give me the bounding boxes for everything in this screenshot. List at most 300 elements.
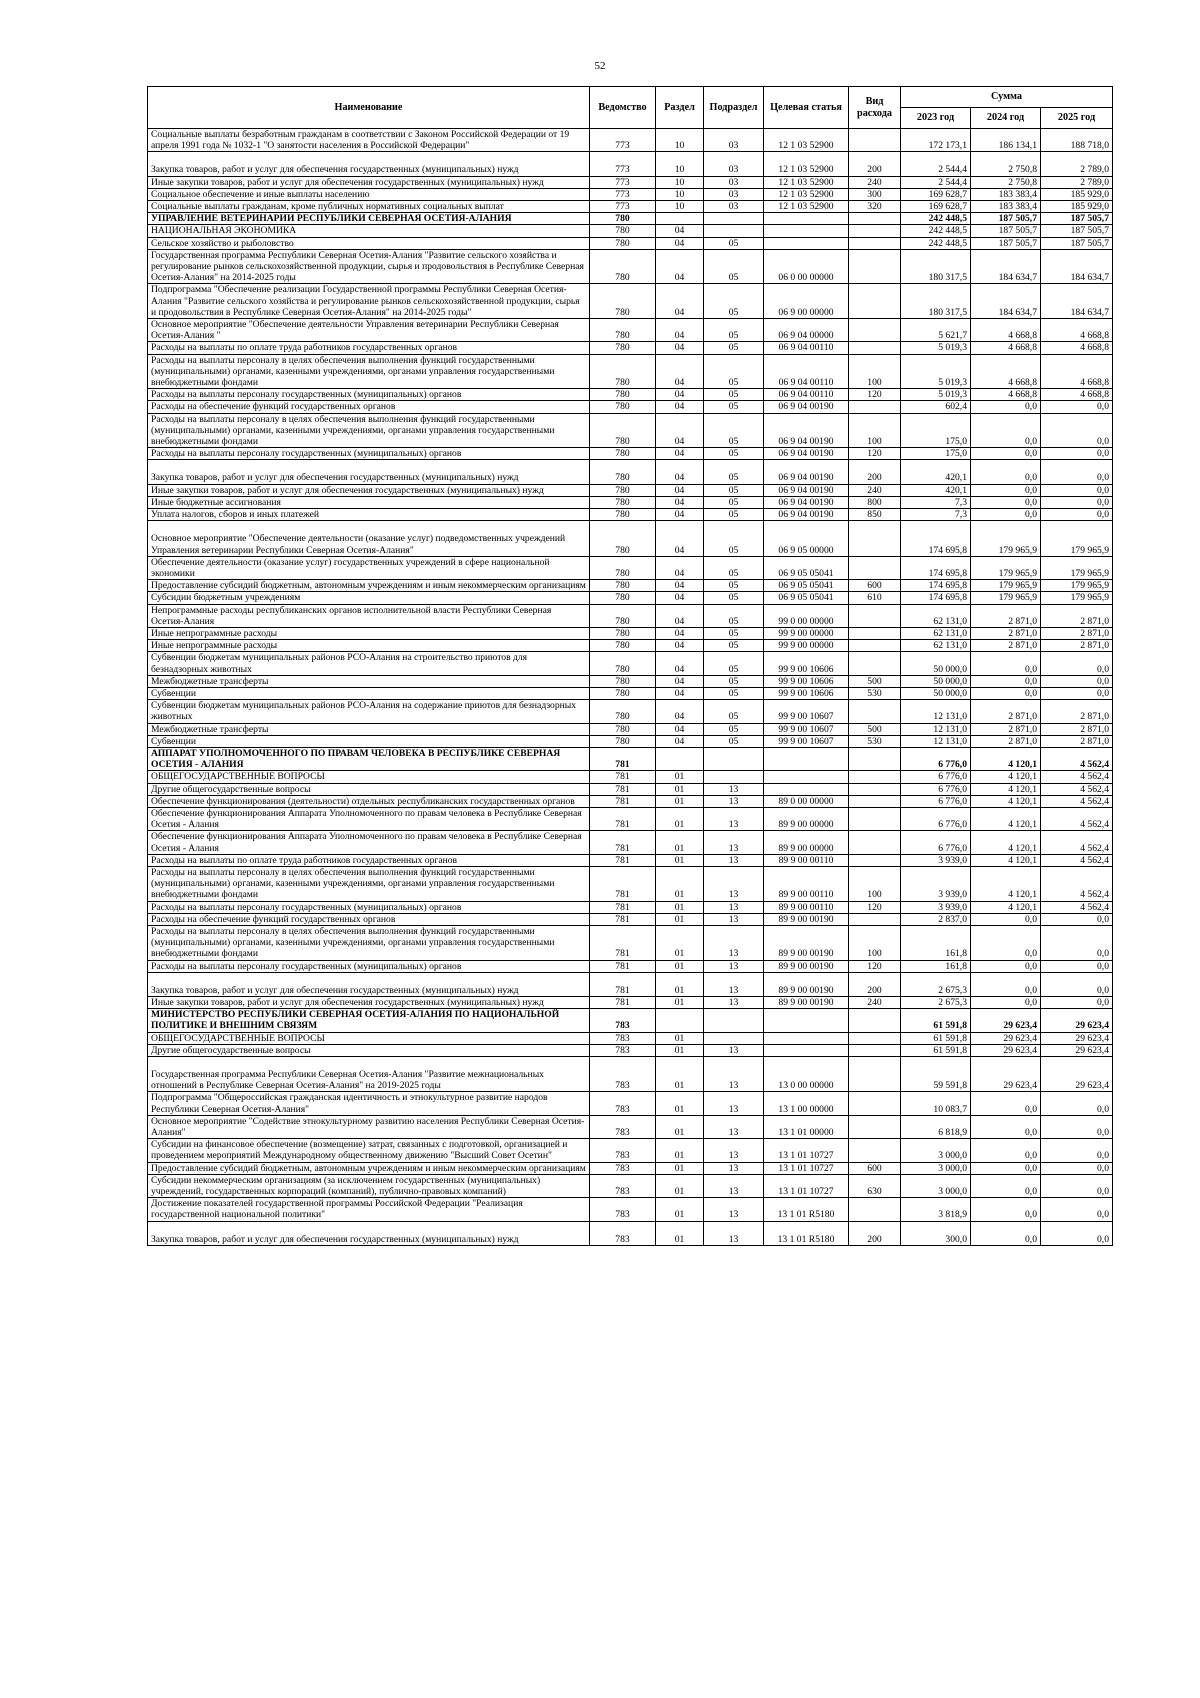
cell-podrazdel: 05 [704,556,764,579]
cell-2025: 0,0 [1041,413,1113,448]
cell-2023: 3 939,0 [901,866,971,901]
cell-vid: 120 [849,448,901,460]
cell-name: Основное мероприятие "Обеспечение деятельности Управления ветеринарии Республики Северная Осетия-Алания " [148,319,590,342]
cell-vedomstvo: 780 [590,640,656,652]
cell-2023: 2 544,4 [901,176,971,188]
cell-2025: 184 634,7 [1041,249,1113,284]
cell-2025: 179 965,9 [1041,556,1113,579]
cell-razdel: 01 [656,1115,704,1138]
table-row [148,972,1113,996]
cell-vedomstvo: 783 [590,1057,656,1092]
cell-2023: 3 000,0 [901,1162,971,1174]
cell-razdel: 10 [656,176,704,188]
cell-name: Социальные выплаты гражданам, кроме публичных нормативных социальных выплат [148,201,590,213]
cell-2023: 174 695,8 [901,592,971,604]
cell-celevaya: 12 1 03 52900 [764,201,849,213]
cell-razdel: 04 [656,627,704,639]
cell-razdel: 01 [656,901,704,913]
cell-2023: 3 000,0 [901,1139,971,1162]
cell-razdel: 01 [656,960,704,972]
cell-2024: 0,0 [971,960,1041,972]
table-row [148,188,1113,200]
cell-vid [849,1198,901,1221]
cell-name: Расходы на выплаты персоналу государственных (муниципальных) органов [148,960,590,972]
cell-razdel: 04 [656,496,704,508]
cell-vid [849,771,901,783]
cell-vedomstvo: 781 [590,913,656,925]
table-row [148,1044,1113,1056]
cell-vid [849,627,901,639]
cell-razdel: 04 [656,556,704,579]
cell-celevaya: 89 9 00 00000 [764,831,849,854]
cell-celevaya: 06 9 05 05041 [764,556,849,579]
cell-2024: 2 871,0 [971,700,1041,723]
cell-name: Предоставление субсидий бюджетным, автономным учреждениям и иным некоммерческим организациям [148,580,590,592]
cell-vid [849,521,901,556]
cell-2024: 0,0 [971,1139,1041,1162]
cell-vedomstvo: 781 [590,783,656,795]
cell-vedomstvo: 780 [590,687,656,699]
cell-2024: 29 623,4 [971,1057,1041,1092]
table-row [148,389,1113,401]
cell-2023: 50 000,0 [901,675,971,687]
cell-vedomstvo: 773 [590,188,656,200]
cell-vedomstvo: 781 [590,866,656,901]
table-row [148,509,1113,521]
cell-vedomstvo: 781 [590,854,656,866]
cell-vid: 100 [849,354,901,389]
cell-name: УПРАВЛЕНИЕ ВЕТЕРИНАРИИ РЕСПУБЛИКИ СЕВЕРНАЯ ОСЕТИЯ-АЛАНИЯ [148,213,590,225]
cell-name: Иные непрограммные расходы [148,640,590,652]
cell-razdel: 01 [656,831,704,854]
table-row [148,580,1113,592]
cell-vid: 800 [849,496,901,508]
cell-vid [849,1092,901,1115]
cell-2024: 4 668,8 [971,319,1041,342]
cell-2024: 4 120,1 [971,795,1041,807]
cell-name: Основное мероприятие "Обеспечение деятельности (оказание услуг) подведомственных учреждений Управления ветеринарии Республики Северная Осетия-Алания" [148,521,590,556]
cell-2023: 180 317,5 [901,284,971,319]
cell-name: НАЦИОНАЛЬНАЯ ЭКОНОМИКА [148,225,590,237]
cell-podrazdel [704,1032,764,1044]
cell-razdel: 01 [656,783,704,795]
cell-name: Иные бюджетные ассигнования [148,496,590,508]
cell-vedomstvo: 783 [590,1092,656,1115]
cell-razdel: 01 [656,913,704,925]
cell-2023: 174 695,8 [901,556,971,579]
cell-2023: 12 131,0 [901,700,971,723]
cell-2023: 5 621,7 [901,319,971,342]
cell-vedomstvo: 780 [590,675,656,687]
cell-2023: 7,3 [901,496,971,508]
cell-razdel: 10 [656,201,704,213]
cell-2023: 61 591,8 [901,1032,971,1044]
cell-celevaya [764,747,849,770]
cell-2024: 2 871,0 [971,735,1041,747]
cell-2024: 0,0 [971,1162,1041,1174]
cell-2025: 2 871,0 [1041,604,1113,627]
cell-vedomstvo: 781 [590,926,656,961]
cell-vedomstvo: 780 [590,342,656,354]
cell-2024: 179 965,9 [971,556,1041,579]
cell-name: Иные закупки товаров, работ и услуг для обеспечения государственных (муниципальных) нужд [148,997,590,1009]
cell-vedomstvo: 780 [590,319,656,342]
cell-name: Сельское хозяйство и рыболовство [148,237,590,249]
table-row [148,926,1113,961]
cell-podrazdel [704,213,764,225]
cell-celevaya: 99 9 00 10607 [764,735,849,747]
cell-2023: 602,4 [901,401,971,413]
cell-podrazdel [704,771,764,783]
cell-celevaya [764,213,849,225]
cell-podrazdel: 13 [704,1057,764,1092]
cell-vid [849,284,901,319]
cell-vedomstvo: 780 [590,592,656,604]
cell-vedomstvo: 780 [590,604,656,627]
header-2023: 2023 год [901,108,971,129]
table-row [148,795,1113,807]
cell-2024: 4 120,1 [971,901,1041,913]
cell-2025: 0,0 [1041,926,1113,961]
cell-podrazdel: 05 [704,401,764,413]
cell-2024: 187 505,7 [971,237,1041,249]
cell-celevaya: 12 1 03 52900 [764,152,849,176]
table-body [148,129,1113,1246]
cell-vid [849,225,901,237]
cell-vid: 240 [849,997,901,1009]
table-header [148,87,1113,129]
cell-celevaya: 06 9 04 00000 [764,319,849,342]
cell-vedomstvo: 780 [590,354,656,389]
cell-podrazdel: 05 [704,652,764,675]
cell-2023: 3 000,0 [901,1174,971,1197]
cell-2024: 29 623,4 [971,1044,1041,1056]
header-podrazdel: Подраздел [704,87,764,129]
cell-name: Иные закупки товаров, работ и услуг для обеспечения государственных (муниципальных) нужд [148,484,590,496]
cell-2025: 29 623,4 [1041,1044,1113,1056]
cell-razdel: 04 [656,700,704,723]
cell-2025: 0,0 [1041,913,1113,925]
cell-vid: 600 [849,1162,901,1174]
cell-razdel: 01 [656,854,704,866]
cell-2023: 420,1 [901,460,971,484]
table-row [148,807,1113,830]
table-row [148,448,1113,460]
cell-razdel: 04 [656,460,704,484]
table-row [148,747,1113,770]
cell-name: Расходы на выплаты по оплате труда работников государственных органов [148,342,590,354]
cell-vedomstvo: 780 [590,556,656,579]
cell-name: Иные закупки товаров, работ и услуг для обеспечения государственных (муниципальных) нужд [148,176,590,188]
cell-vid [849,831,901,854]
cell-name: Непрограммные расходы республиканских органов исполнительной власти Республики Северная Осетия-Алания [148,604,590,627]
cell-podrazdel: 13 [704,1174,764,1197]
cell-2024: 29 623,4 [971,1032,1041,1044]
cell-celevaya: 06 9 04 00190 [764,460,849,484]
cell-vid: 200 [849,1221,901,1245]
cell-celevaya: 13 1 01 00000 [764,1115,849,1138]
cell-celevaya: 99 9 00 10607 [764,700,849,723]
cell-celevaya: 06 9 05 00000 [764,521,849,556]
cell-podrazdel: 05 [704,604,764,627]
cell-2024: 179 965,9 [971,580,1041,592]
cell-vedomstvo: 783 [590,1009,656,1032]
cell-razdel: 10 [656,129,704,152]
cell-name: АППАРАТ УПОЛНОМОЧЕННОГО ПО ПРАВАМ ЧЕЛОВЕКА В РЕСПУБЛИКЕ СЕВЕРНАЯ ОСЕТИЯ - АЛАНИЯ [148,747,590,770]
cell-vid: 610 [849,592,901,604]
table-row [148,413,1113,448]
table-row [148,1174,1113,1197]
cell-celevaya: 06 9 04 00190 [764,509,849,521]
cell-vedomstvo: 783 [590,1044,656,1056]
cell-podrazdel: 05 [704,237,764,249]
cell-podrazdel: 05 [704,640,764,652]
cell-2025: 2 789,0 [1041,152,1113,176]
cell-2024: 2 871,0 [971,723,1041,735]
cell-2024: 0,0 [971,913,1041,925]
cell-2025: 0,0 [1041,997,1113,1009]
table-row [148,627,1113,639]
cell-2025: 185 929,0 [1041,201,1113,213]
cell-2023: 242 448,5 [901,213,971,225]
header-name: Наименование [148,87,590,129]
cell-2025: 2 871,0 [1041,627,1113,639]
cell-vid: 530 [849,735,901,747]
cell-razdel: 04 [656,225,704,237]
cell-2025: 0,0 [1041,484,1113,496]
cell-2025: 29 623,4 [1041,1032,1113,1044]
cell-razdel: 04 [656,592,704,604]
cell-celevaya [764,783,849,795]
cell-razdel: 01 [656,1044,704,1056]
cell-name: Расходы на выплаты персоналу государственных (муниципальных) органов [148,389,590,401]
cell-2024: 4 120,1 [971,831,1041,854]
cell-name: Межбюджетные трансферты [148,723,590,735]
cell-2023: 161,8 [901,960,971,972]
cell-celevaya [764,1044,849,1056]
cell-name: Расходы на выплаты персоналу в целях обеспечения выполнения функций государственными (муниципальными) органами, казенными учреждениями, органами управления государственными внебюджетными фондами [148,866,590,901]
cell-podrazdel: 13 [704,960,764,972]
cell-2023: 6 776,0 [901,807,971,830]
header-razdel: Раздел [656,87,704,129]
cell-name: Субсидии на финансовое обеспечение (возмещение) затрат, связанных с подготовкой, организацией и проведением мероприятий Международному общественному движению "Высший Совет Осетин" [148,1139,590,1162]
cell-vedomstvo: 781 [590,997,656,1009]
header-vid: Вид расхода [849,87,901,129]
cell-podrazdel: 13 [704,1162,764,1174]
cell-celevaya: 13 1 01 10727 [764,1174,849,1197]
cell-name: Закупка товаров, работ и услуг для обеспечения государственных (муниципальных) нужд [148,460,590,484]
cell-name: ОБЩЕГОСУДАРСТВЕННЫЕ ВОПРОСЫ [148,771,590,783]
cell-2025: 0,0 [1041,1092,1113,1115]
cell-celevaya: 13 1 00 00000 [764,1092,849,1115]
cell-2024: 0,0 [971,1092,1041,1115]
cell-name: Обеспечение функционирования (деятельности) отдельных республиканских государственных органов [148,795,590,807]
cell-vid [849,807,901,830]
cell-podrazdel: 13 [704,831,764,854]
cell-podrazdel: 13 [704,866,764,901]
cell-2024: 2 871,0 [971,604,1041,627]
cell-vedomstvo: 780 [590,521,656,556]
table-row [148,152,1113,176]
cell-2025: 4 562,4 [1041,795,1113,807]
cell-2023: 6 776,0 [901,771,971,783]
cell-vid [849,556,901,579]
cell-name: Расходы на выплаты персоналу в целях обеспечения выполнения функций государственными (муниципальными) органами, казенными учреждениями, органами управления государственными внебюджетными фондами [148,926,590,961]
cell-2023: 174 695,8 [901,521,971,556]
table-row [148,354,1113,389]
cell-2023: 62 131,0 [901,604,971,627]
cell-2024: 0,0 [971,1174,1041,1197]
cell-2023: 12 131,0 [901,723,971,735]
cell-vid: 100 [849,926,901,961]
cell-podrazdel: 13 [704,1115,764,1138]
cell-name: Подпрограмма "Обеспечение реализации Государственной программы Республики Северная Осетия-Алания "Развитие сельского хозяйства и регулирование рынков сельскохозяйственной продукции, сырья и продовольствия в Республике Северная Осетия-Алания" на 2014-2025 годы" [148,284,590,319]
cell-name: Закупка товаров, работ и услуг для обеспечения государственных (муниципальных) нужд [148,972,590,996]
cell-vedomstvo: 781 [590,747,656,770]
cell-2024: 0,0 [971,687,1041,699]
cell-2024: 0,0 [971,401,1041,413]
cell-podrazdel: 05 [704,413,764,448]
cell-2023: 5 019,3 [901,354,971,389]
cell-2025: 0,0 [1041,1162,1113,1174]
cell-podrazdel: 13 [704,807,764,830]
cell-2025: 4 562,4 [1041,854,1113,866]
cell-podrazdel: 13 [704,1139,764,1162]
cell-2023: 180 317,5 [901,249,971,284]
cell-razdel: 04 [656,237,704,249]
cell-razdel: 04 [656,249,704,284]
cell-celevaya: 99 9 00 10606 [764,687,849,699]
cell-2024: 186 134,1 [971,129,1041,152]
cell-celevaya: 06 0 00 00000 [764,249,849,284]
cell-vedomstvo: 780 [590,580,656,592]
cell-2025: 4 562,4 [1041,783,1113,795]
cell-2025: 29 623,4 [1041,1057,1113,1092]
cell-name: Субвенции бюджетам муниципальных районов РСО-Алания на содержание приютов для безнадзорных животных [148,700,590,723]
table-row [148,401,1113,413]
cell-celevaya [764,237,849,249]
cell-podrazdel: 13 [704,1198,764,1221]
cell-podrazdel: 13 [704,783,764,795]
cell-2024: 0,0 [971,997,1041,1009]
cell-name: Иные непрограммные расходы [148,627,590,639]
cell-name: ОБЩЕГОСУДАРСТВЕННЫЕ ВОПРОСЫ [148,1032,590,1044]
cell-2023: 175,0 [901,413,971,448]
cell-name: Достижение показателей государственной программы Российской Федерации "Реализация государственной национальной политики" [148,1198,590,1221]
cell-celevaya: 06 9 04 00190 [764,484,849,496]
cell-podrazdel: 13 [704,795,764,807]
cell-podrazdel: 13 [704,926,764,961]
cell-razdel: 04 [656,652,704,675]
cell-2024: 0,0 [971,484,1041,496]
cell-vedomstvo: 781 [590,972,656,996]
cell-2023: 2 675,3 [901,972,971,996]
table-row [148,831,1113,854]
cell-2024: 187 505,7 [971,213,1041,225]
cell-podrazdel [704,747,764,770]
cell-2023: 5 019,3 [901,389,971,401]
cell-2024: 4 120,1 [971,854,1041,866]
cell-vid [849,747,901,770]
table-row [148,1115,1113,1138]
cell-podrazdel: 05 [704,484,764,496]
cell-celevaya: 06 9 05 05041 [764,580,849,592]
cell-celevaya: 99 9 00 00000 [764,627,849,639]
cell-2024: 0,0 [971,509,1041,521]
cell-vedomstvo: 780 [590,627,656,639]
cell-2023: 242 448,5 [901,237,971,249]
cell-2025: 4 562,4 [1041,771,1113,783]
cell-2025: 187 505,7 [1041,213,1113,225]
cell-2024: 0,0 [971,675,1041,687]
cell-vid [849,319,901,342]
cell-razdel: 01 [656,1221,704,1245]
cell-vid [849,129,901,152]
cell-vid: 100 [849,866,901,901]
cell-celevaya [764,1032,849,1044]
cell-celevaya: 06 9 04 00110 [764,354,849,389]
cell-vedomstvo: 780 [590,509,656,521]
cell-2023: 174 695,8 [901,580,971,592]
cell-2025: 185 929,0 [1041,188,1113,200]
header-vedomstvo: Ведомство [590,87,656,129]
cell-name: Расходы на обеспечение функций государственных органов [148,401,590,413]
cell-2025: 0,0 [1041,1221,1113,1245]
cell-name: Расходы на выплаты персоналу государственных (муниципальных) органов [148,901,590,913]
cell-vedomstvo: 780 [590,401,656,413]
cell-2024: 2 871,0 [971,640,1041,652]
cell-razdel: 04 [656,521,704,556]
cell-celevaya: 06 9 00 00000 [764,284,849,319]
cell-vedomstvo: 783 [590,1139,656,1162]
cell-celevaya: 89 9 00 00190 [764,972,849,996]
table-row [148,237,1113,249]
cell-name: Обеспечение деятельности (оказание услуг) государственных учреждений в сфере национальной экономики [148,556,590,579]
cell-podrazdel: 05 [704,342,764,354]
cell-razdel: 01 [656,972,704,996]
cell-razdel: 04 [656,448,704,460]
cell-2025: 4 562,4 [1041,807,1113,830]
cell-2024: 0,0 [971,496,1041,508]
cell-podrazdel: 05 [704,284,764,319]
cell-razdel: 04 [656,342,704,354]
cell-vid: 120 [849,901,901,913]
cell-2023: 169 628,7 [901,188,971,200]
cell-vid [849,913,901,925]
table-row [148,484,1113,496]
cell-2025: 179 965,9 [1041,521,1113,556]
cell-podrazdel: 03 [704,129,764,152]
cell-2024: 4 120,1 [971,747,1041,770]
cell-2025: 0,0 [1041,652,1113,675]
cell-podrazdel: 05 [704,627,764,639]
cell-2024: 0,0 [971,1221,1041,1245]
table-row [148,700,1113,723]
table-row [148,213,1113,225]
cell-vid: 100 [849,413,901,448]
cell-2024: 2 750,8 [971,176,1041,188]
cell-name: Расходы на обеспечение функций государственных органов [148,913,590,925]
cell-name: Обеспечение функционирования Аппарата Уполномоченного по правам человека в Республике Северная Осетия - Алания [148,831,590,854]
cell-celevaya: 06 9 04 00110 [764,389,849,401]
cell-name: Социальное обеспечение и иные выплаты населению [148,188,590,200]
cell-celevaya: 89 9 00 00110 [764,901,849,913]
cell-2025: 0,0 [1041,675,1113,687]
cell-vid: 120 [849,960,901,972]
cell-2024: 4 120,1 [971,771,1041,783]
cell-razdel: 01 [656,1139,704,1162]
cell-celevaya: 89 9 00 00110 [764,866,849,901]
